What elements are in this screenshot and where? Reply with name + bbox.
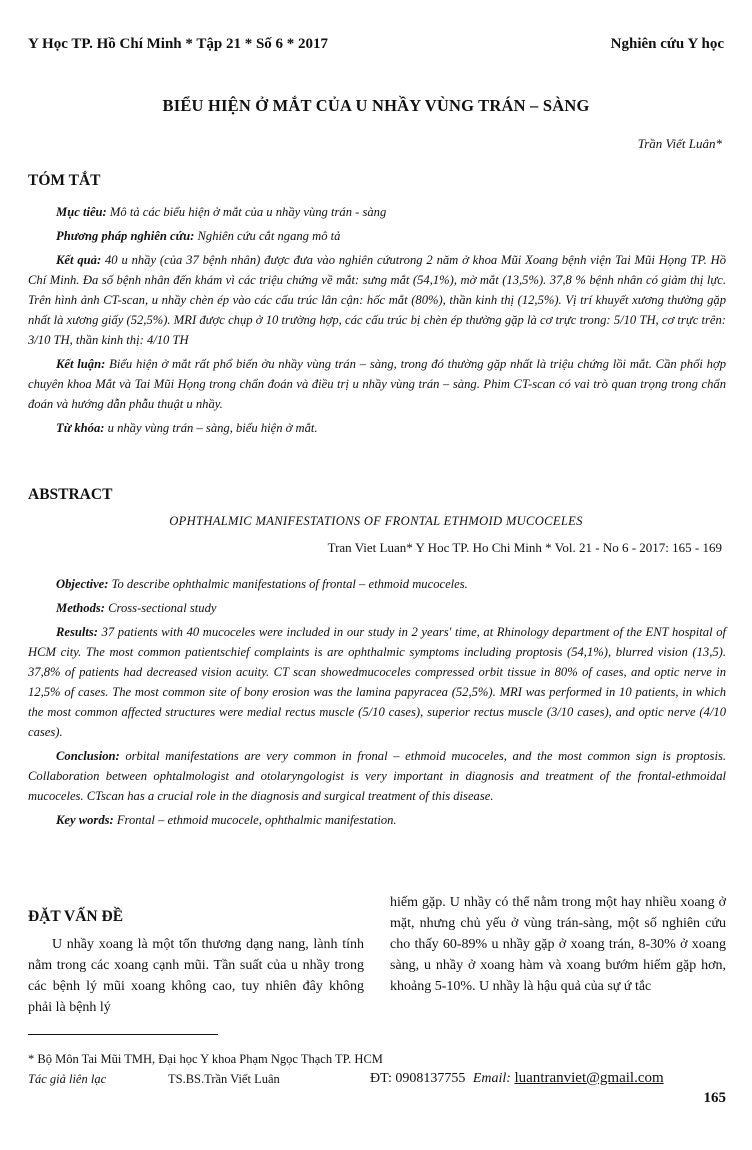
contact-label: Tác giả liên lạc bbox=[28, 1072, 107, 1086]
ketqua-label: Kết quả: bbox=[56, 253, 102, 267]
keywords-label: Key words: bbox=[56, 813, 114, 827]
ketluan-label: Kết luận: bbox=[56, 357, 106, 371]
ketluan-text: Biểu hiện ở mắt rất phổ biến ởu nhầy vùng trán – sàng, trong đó thường gặp nhất là triệu chứng lồi mắt. Cần phối hợp chuyên khoa Mắt và Tai Mũi Họng trong chẩn đoán và điều trị u nhầy vùng trán – sàng. Phim CT-scan có vai trò quan trọng trong chẩn đoán và hướng dẫn phẫu thuật u nhầy. bbox=[28, 357, 726, 411]
keywords-para bbox=[28, 810, 726, 830]
objective-text: To describe ophthalmic manifestations of frontal – ethmoid mucoceles. bbox=[108, 577, 468, 591]
tukhoa-para bbox=[28, 418, 726, 438]
footnote-divider bbox=[28, 1034, 218, 1035]
keywords-text: Frontal – ethmoid mucocele, ophthalmic manifestation. bbox=[113, 813, 397, 827]
ketqua-para bbox=[28, 250, 726, 350]
email-link[interactable]: luantranviet@gmail.com bbox=[514, 1070, 664, 1086]
conclusion-label: Conclusion: bbox=[56, 749, 120, 763]
ketluan-para bbox=[28, 354, 726, 414]
intro-heading: ĐẶT VẤN ĐỀ bbox=[28, 908, 124, 925]
conclusion-para bbox=[28, 746, 726, 806]
tomtat-heading: TÓM TẮT bbox=[28, 172, 101, 189]
abstract-body bbox=[28, 574, 726, 830]
citation: Tran Viet Luan* Y Hoc TP. Ho Chi Minh * Vol. 21 - No 6 - 2017: 165 - 169 bbox=[327, 540, 722, 555]
abstract-title: OPHTHALMIC MANIFESTATIONS OF FRONTAL ETHMOID MUCOCELES bbox=[169, 514, 583, 528]
affiliation: * Bộ Môn Tai Mũi TMH, Đại học Y khoa Phạm Ngọc Thạch TP. HCM bbox=[28, 1052, 383, 1066]
journal-header: Y Học TP. Hồ Chí Minh * Tập 21 * Số 6 * 2017 bbox=[28, 36, 329, 52]
muctieu-para bbox=[28, 202, 726, 222]
page-number: 165 bbox=[703, 1090, 726, 1106]
contact-line bbox=[370, 1070, 664, 1087]
results-label: Results: bbox=[56, 625, 98, 639]
paper-title: BIỂU HIỆN Ở MẮT CỦA U NHẦY VÙNG TRÁN – SÀNG bbox=[162, 96, 590, 115]
author: Trần Viết Luân* bbox=[637, 136, 722, 151]
contact-name: TS.BS.Trần Viết Luân bbox=[168, 1072, 280, 1086]
intro-left-column: U nhầy xoang là một tổn thương dạng nang, lành tính nằm trong các xoang cạnh mũi. Tần suất của u nhầy trong các bệnh lý mũi xoang không cao, tuy nhiên đây không phải là bệnh lý bbox=[28, 937, 364, 1015]
objective-para bbox=[28, 574, 726, 594]
ppnc-para bbox=[28, 226, 726, 246]
ppnc-text: Nghiên cứu cắt ngang mô tả bbox=[194, 229, 341, 243]
tukhoa-label: Từ khóa: bbox=[56, 421, 105, 435]
results-para bbox=[28, 622, 726, 742]
ketqua-text: 40 u nhầy (của 37 bệnh nhân) được đưa vào nghiên cứutrong 2 năm ở khoa Mũi Xoang bệnh viện Tai Mũi Họng TP. Hồ Chí Minh. Đa số bệnh nhân đến khám vì các triệu chứng về mắt: sưng mắt (54,1%), mờ mắt (13,5%). 37,8 % bệnh nhân có giảm thị lực. Trên hình ảnh CT-scan, u nhầy chèn ép vào các cấu trúc lân cận: hốc mắt (80%), thần kinh thị (12,5%). Vị trí khuyết xương thường gặp nhất là xương giấy (52,5%). MRI được chụp ở 10 trường hợp, các cấu trúc bị chèn ép thường gặp là cơ trực trong: 5/10 TH, cơ trực trên: 3/10 TH, thần kinh thị: 4/10 TH bbox=[28, 253, 726, 347]
methods-text: Cross-sectional study bbox=[104, 601, 217, 615]
results-text: 37 patients with 40 mucoceles were included in our study in 2 years' time, at Rhinology department of the ENT hospital of HCM city. The most common patientschief complaints is are ophthalmic symptoms including proptosis (54,1%), blurred vision (13,5). 37,8% of patients had decreased vision acuity. CT scan showedmucoceles compressed orbit tissue in 80% of cases, and optic nerve in 12,5% of cases. The most common site of bony erosion was the lamina papyracea (52,5%). MRI was performed in 10 patients, in which the most common affected structures were medial rectus muscle (5/10 cases), superior rectus muscle (3/10 cases), and optic nerve (4/10 cases). bbox=[28, 625, 726, 739]
intro-right-column: hiếm gặp. U nhầy có thể nằm trong một hay nhiều xoang ở mặt, nhưng chủ yếu ở vùng trán-sàng, một số nghiên cứu cho thấy 60-89% u nhầy gặp ở xoang trán, 8-30% ở xoang sàng, u nhầy ở xoang hàm và xoang bướm hiếm gặp hơn, khoảng 5-10%. U nhầy là hậu quả của sự ứ tắc bbox=[390, 895, 726, 994]
section-header: Nghiên cứu Y học bbox=[610, 36, 724, 52]
methods-label: Methods: bbox=[56, 601, 105, 615]
email-label: Email: bbox=[472, 1071, 511, 1086]
muctieu-label: Mục tiêu: bbox=[56, 205, 107, 219]
objective-label: Objective: bbox=[56, 577, 109, 591]
abstract-heading: ABSTRACT bbox=[28, 486, 113, 503]
conclusion-text: orbital manifestations are very common in fronal – ethmoid mucoceles, and the most common sign is proptosis. Collaboration between ophtalmologist and otolaryngologist is very important in diagnosis and treatment of the frontal-ethmoidal mucoceles. CTscan has a crucial role in the diagnosis and surgical treatment of this disease. bbox=[28, 749, 726, 803]
tukhoa-text: u nhầy vùng trán – sàng, biểu hiện ở mắt. bbox=[104, 421, 318, 435]
muctieu-text: Mô tả các biểu hiện ở mắt của u nhầy vùng trán - sàng bbox=[106, 205, 387, 219]
phone: ĐT: 0908137755 bbox=[370, 1071, 466, 1086]
methods-para bbox=[28, 598, 726, 618]
tomtat-body bbox=[28, 202, 726, 438]
ppnc-label: Phương pháp nghiên cứu: bbox=[56, 229, 195, 243]
